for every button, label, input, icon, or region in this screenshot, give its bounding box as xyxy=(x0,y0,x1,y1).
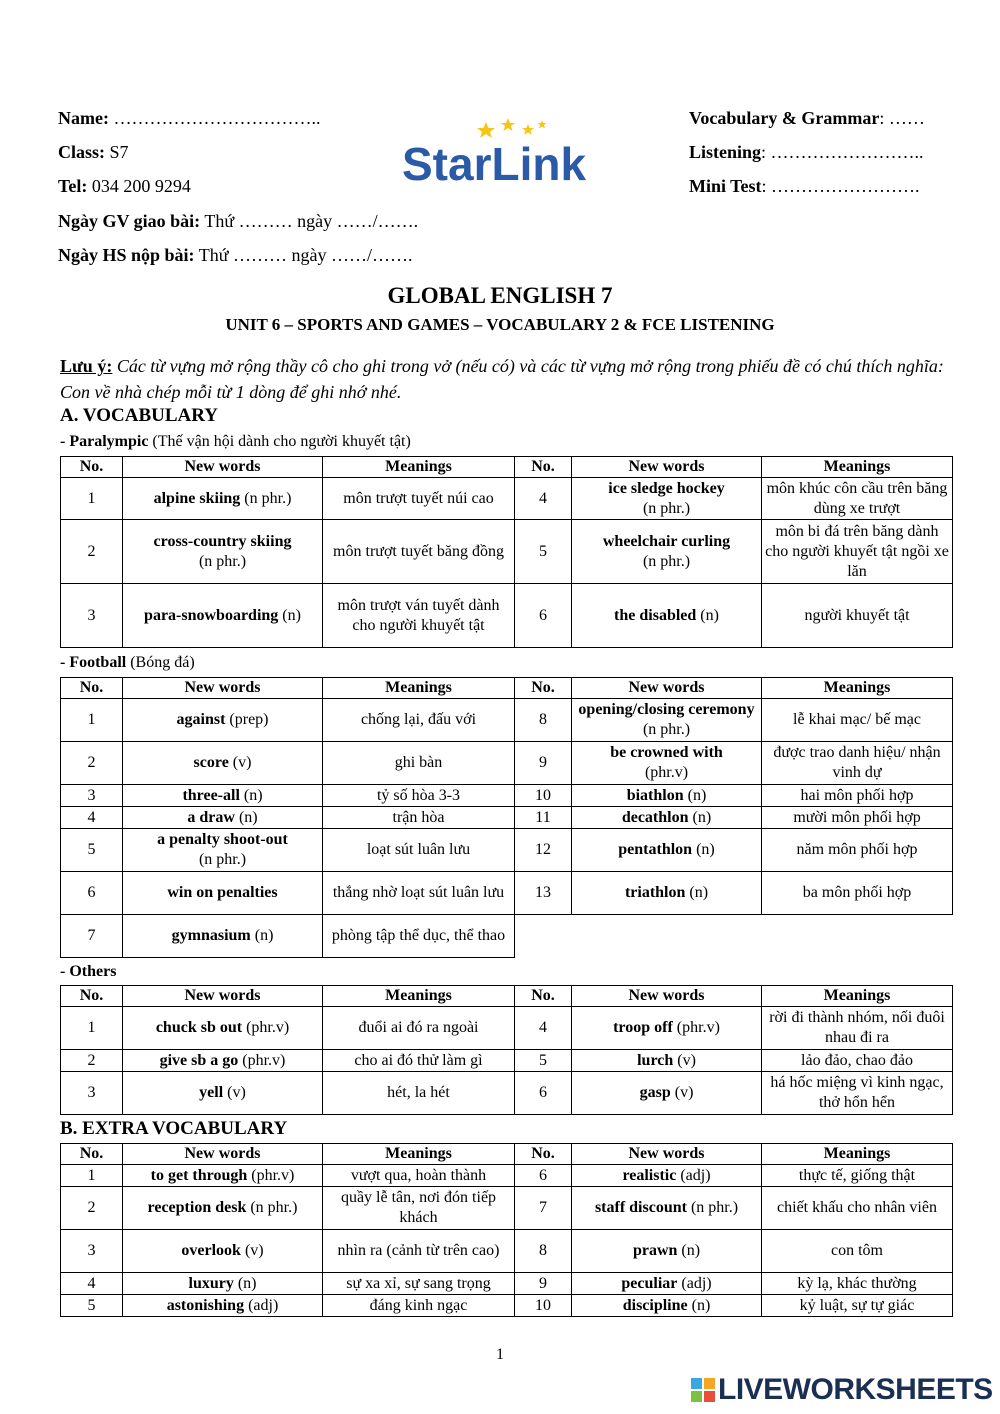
row-number: 4 xyxy=(61,1273,123,1295)
vocab-meaning: hét, la hét xyxy=(323,1072,515,1115)
table-row xyxy=(61,1072,953,1115)
col-no: No. xyxy=(515,457,572,478)
table-row xyxy=(61,520,953,584)
vocab-word: gymnasium (n) xyxy=(123,915,323,958)
row-number: 1 xyxy=(61,699,123,742)
document-subtitle: UNIT 6 – SPORTS AND GAMES – VOCABULARY 2 & FCE LISTENING xyxy=(225,315,775,334)
teacher-assign-date: Ngày GV giao bài: Thứ ……… ngày ……/……. xyxy=(58,211,419,231)
col-new-words: New words xyxy=(572,678,762,699)
vocab-meaning: vượt qua, hoàn thành xyxy=(323,1165,515,1187)
paralympic-table xyxy=(60,456,953,648)
vocab-word: luxury (n) xyxy=(123,1273,323,1295)
row-number: 10 xyxy=(515,1295,572,1317)
table-row xyxy=(61,1187,953,1230)
row-number: 6 xyxy=(515,1072,572,1115)
row-number: 12 xyxy=(515,829,572,872)
vocab-meaning: ba môn phối hợp xyxy=(762,872,953,915)
vocab-word: the disabled (n) xyxy=(572,584,762,648)
vocab-meaning: năm môn phối hợp xyxy=(762,829,953,872)
table-row xyxy=(61,1295,953,1317)
vocab-word: cross-country skiing (n phr.) xyxy=(123,520,323,584)
vocab-word: against (prep) xyxy=(123,699,323,742)
vocab-word: ice sledge hockey (n phr.) xyxy=(572,478,762,520)
vocab-meaning: thực tế, giống thật xyxy=(762,1165,953,1187)
row-number: 3 xyxy=(61,1230,123,1273)
col-meanings: Meanings xyxy=(762,986,953,1007)
vocab-word: give sb a go (phr.v) xyxy=(123,1050,323,1072)
row-number: 9 xyxy=(515,1273,572,1295)
student-name-field: Name: …………………………….. xyxy=(58,108,321,128)
vocab-word: opening/closing ceremony (n phr.) xyxy=(572,699,762,742)
note-paragraph: Lưu ý: Các từ vựng mở rộng thầy cô cho ghi trong vở (nếu có) và các từ vựng mở rộng trong phiếu đề có chú thích nghĩa: Con về nhà chép mỗi từ 1 dòng để ghi nhớ nhé. xyxy=(60,356,944,402)
table-row xyxy=(61,1007,953,1050)
col-meanings: Meanings xyxy=(762,678,953,699)
table-row xyxy=(61,1050,953,1072)
vocab-meaning: được trao danh hiệu/ nhận vinh dự xyxy=(762,742,953,785)
col-new-words: New words xyxy=(123,1144,323,1165)
vocab-word: wheelchair curling (n phr.) xyxy=(572,520,762,584)
table-row xyxy=(61,584,953,648)
table-row xyxy=(61,872,953,915)
mini-test-score: Mini Test: ……………………. xyxy=(689,176,920,196)
vocab-meaning: kỷ luật, sự tự giác xyxy=(762,1295,953,1317)
vocab-meaning: người khuyết tật xyxy=(762,584,953,648)
football-heading: - Football (Bóng đá) xyxy=(60,654,195,671)
col-no: No. xyxy=(515,986,572,1007)
row-number: 1 xyxy=(61,478,123,520)
row-number: 4 xyxy=(515,1007,572,1050)
row-number: 11 xyxy=(515,807,572,829)
vocab-word: reception desk (n phr.) xyxy=(123,1187,323,1230)
vocab-meaning: hai môn phối hợp xyxy=(762,785,953,807)
vocab-meaning: tỷ số hòa 3-3 xyxy=(323,785,515,807)
col-new-words: New words xyxy=(123,678,323,699)
vocab-meaning: phòng tập thể dục, thể thao xyxy=(323,915,515,958)
col-meanings: Meanings xyxy=(323,678,515,699)
vocab-meaning: chiết khấu cho nhân viên xyxy=(762,1187,953,1230)
col-no: No. xyxy=(61,1144,123,1165)
col-new-words: New words xyxy=(572,1144,762,1165)
row-number: 7 xyxy=(515,1187,572,1230)
vocab-word: biathlon (n) xyxy=(572,785,762,807)
col-no: No. xyxy=(515,678,572,699)
vocab-meaning: đuổi ai đó ra ngoài xyxy=(323,1007,515,1050)
listening-score: Listening: …………………….. xyxy=(689,142,924,162)
tel-field: Tel: 034 200 9294 xyxy=(58,176,191,196)
table-row xyxy=(61,478,953,520)
vocab-word: lurch (v) xyxy=(572,1050,762,1072)
vocab-word: peculiar (adj) xyxy=(572,1273,762,1295)
vocab-word: para-snowboarding (n) xyxy=(123,584,323,648)
table-row xyxy=(61,915,953,958)
header-row xyxy=(61,1144,953,1165)
vocab-grammar-score: Vocabulary & Grammar: …… xyxy=(689,108,925,128)
vocab-word: overlook (v) xyxy=(123,1230,323,1273)
row-number: 4 xyxy=(515,478,572,520)
vocab-word: a penalty shoot-out (n phr.) xyxy=(123,829,323,872)
row-number: 3 xyxy=(61,1072,123,1115)
table-row xyxy=(61,1230,953,1273)
row-number: 6 xyxy=(61,872,123,915)
logo-stars-icon xyxy=(477,118,547,138)
col-no: No. xyxy=(515,1144,572,1165)
vocab-word: triathlon (n) xyxy=(572,872,762,915)
student-submit-date: Ngày HS nộp bài: Thứ ……… ngày ……/……. xyxy=(58,245,413,265)
row-number: 2 xyxy=(61,1187,123,1230)
row-number: 7 xyxy=(61,915,123,958)
empty-cell xyxy=(515,915,953,958)
row-number: 6 xyxy=(515,1165,572,1187)
section-b-heading: B. EXTRA VOCABULARY xyxy=(60,1118,288,1139)
col-new-words: New words xyxy=(572,986,762,1007)
vocab-meaning: rời đi thành nhóm, nối đuôi nhau đi ra xyxy=(762,1007,953,1050)
col-new-words: New words xyxy=(123,986,323,1007)
row-number: 5 xyxy=(515,520,572,584)
table-row xyxy=(61,1273,953,1295)
vocab-meaning: môn khúc côn cầu trên băng dùng xe trượt xyxy=(762,478,953,520)
col-meanings: Meanings xyxy=(762,457,953,478)
row-number: 1 xyxy=(61,1007,123,1050)
vocab-meaning: cho ai đó thử làm gì xyxy=(323,1050,515,1072)
vocab-word: realistic (adj) xyxy=(572,1165,762,1187)
row-number: 4 xyxy=(61,807,123,829)
vocab-meaning: đáng kinh ngạc xyxy=(323,1295,515,1317)
vocab-word: a draw (n) xyxy=(123,807,323,829)
vocab-meaning: môn trượt ván tuyết dành cho người khuyết tật xyxy=(323,584,515,648)
paralympic-heading: - Paralympic (Thế vận hội dành cho người khuyết tật) xyxy=(60,433,411,450)
vocab-word: alpine skiing (n phr.) xyxy=(123,478,323,520)
vocab-word: win on penalties xyxy=(123,872,323,915)
vocab-word: three-all (n) xyxy=(123,785,323,807)
svg-text:StarLink: StarLink xyxy=(402,138,587,190)
vocab-meaning: há hốc miệng vì kinh ngạc, thở hổn hển xyxy=(762,1072,953,1115)
row-number: 2 xyxy=(61,520,123,584)
row-number: 2 xyxy=(61,742,123,785)
vocab-word: score (v) xyxy=(123,742,323,785)
class-field: Class: S7 xyxy=(58,142,129,162)
col-new-words: New words xyxy=(123,457,323,478)
document-title: GLOBAL ENGLISH 7 xyxy=(387,283,613,308)
vocab-meaning: môn trượt tuyết băng đồng xyxy=(323,520,515,584)
row-number: 13 xyxy=(515,872,572,915)
liveworksheets-brand: LIVEWORKSHEETS xyxy=(690,1374,993,1406)
col-no: No. xyxy=(61,457,123,478)
vocab-meaning: quầy lễ tân, nơi đón tiếp khách xyxy=(323,1187,515,1230)
vocab-meaning: môn bi đá trên băng dành cho người khuyết tật ngồi xe lăn xyxy=(762,520,953,584)
others-heading: - Others xyxy=(60,963,117,980)
vocab-meaning: lễ khai mạc/ bế mạc xyxy=(762,699,953,742)
vocab-meaning: nhìn ra (cảnh từ trên cao) xyxy=(323,1230,515,1273)
vocab-meaning: loạt sút luân lưu xyxy=(323,829,515,872)
vocab-word: chuck sb out (phr.v) xyxy=(123,1007,323,1050)
header-row xyxy=(61,986,953,1007)
vocab-word: be crowned with (phr.v) xyxy=(572,742,762,785)
col-meanings: Meanings xyxy=(323,457,515,478)
vocab-meaning: kỳ lạ, khác thường xyxy=(762,1273,953,1295)
liveworksheets-logo-icon xyxy=(690,1377,716,1403)
starlink-logo xyxy=(398,114,630,194)
vocab-meaning: trận hòa xyxy=(323,807,515,829)
table-row xyxy=(61,829,953,872)
vocab-word: discipline (n) xyxy=(572,1295,762,1317)
football-table xyxy=(60,677,953,958)
col-no: No. xyxy=(61,986,123,1007)
vocab-meaning: chống lại, đấu với xyxy=(323,699,515,742)
vocab-word: troop off (phr.v) xyxy=(572,1007,762,1050)
row-number: 3 xyxy=(61,785,123,807)
table-row xyxy=(61,1165,953,1187)
vocab-meaning: thắng nhờ loạt sút luân lưu xyxy=(323,872,515,915)
vocab-meaning: sự xa xỉ, sự sang trọng xyxy=(323,1273,515,1295)
table-row xyxy=(61,785,953,807)
row-number: 10 xyxy=(515,785,572,807)
others-table xyxy=(60,985,953,1115)
page-number: 1 xyxy=(496,1346,504,1363)
row-number: 8 xyxy=(515,1230,572,1273)
vocab-word: to get through (phr.v) xyxy=(123,1165,323,1187)
extra-vocab-table xyxy=(60,1143,953,1317)
row-number: 1 xyxy=(61,1165,123,1187)
vocab-word: gasp (v) xyxy=(572,1072,762,1115)
vocab-word: pentathlon (n) xyxy=(572,829,762,872)
row-number: 9 xyxy=(515,742,572,785)
vocab-meaning: lảo đảo, chao đảo xyxy=(762,1050,953,1072)
col-meanings: Meanings xyxy=(323,1144,515,1165)
col-no: No. xyxy=(61,678,123,699)
row-number: 6 xyxy=(515,584,572,648)
vocab-word: yell (v) xyxy=(123,1072,323,1115)
vocab-word: decathlon (n) xyxy=(572,807,762,829)
vocab-meaning: môn trượt tuyết núi cao xyxy=(323,478,515,520)
vocab-meaning: ghi bàn xyxy=(323,742,515,785)
row-number: 2 xyxy=(61,1050,123,1072)
table-row xyxy=(61,807,953,829)
vocab-word: prawn (n) xyxy=(572,1230,762,1273)
col-meanings: Meanings xyxy=(323,986,515,1007)
vocab-word: astonishing (adj) xyxy=(123,1295,323,1317)
vocab-meaning: mười môn phối hợp xyxy=(762,807,953,829)
header-row xyxy=(61,678,953,699)
vocab-meaning: con tôm xyxy=(762,1230,953,1273)
table-row xyxy=(61,699,953,742)
row-number: 5 xyxy=(515,1050,572,1072)
vocab-word: staff discount (n phr.) xyxy=(572,1187,762,1230)
row-number: 5 xyxy=(61,1295,123,1317)
table-row xyxy=(61,742,953,785)
header-row xyxy=(61,457,953,478)
col-new-words: New words xyxy=(572,457,762,478)
section-a-heading: A. VOCABULARY xyxy=(60,405,219,426)
row-number: 8 xyxy=(515,699,572,742)
row-number: 3 xyxy=(61,584,123,648)
col-meanings: Meanings xyxy=(762,1144,953,1165)
row-number: 5 xyxy=(61,829,123,872)
